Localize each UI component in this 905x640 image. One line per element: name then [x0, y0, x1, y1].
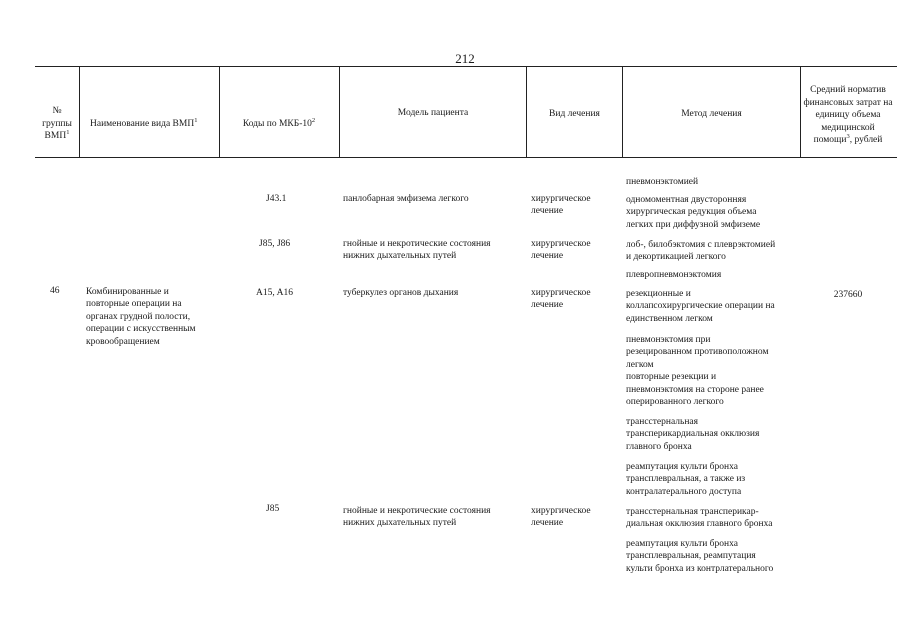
page-number: 212 — [455, 51, 475, 66]
method-cell: реампутация культи бронха трансплевральная, реампутация культи бронха из контрлатерального — [626, 539, 774, 574]
method-cell: лоб-, билобэктомия с плеврэктомией и декортикацией легкого — [626, 240, 776, 263]
treatment-type-cell: хирургическое лечение — [531, 194, 591, 217]
method-cell: одномоментная двусторонняя хирургическая редукция объема легких при диффузной эмфиземе — [626, 195, 761, 230]
vmp-name-cell: Комбинированные и повторные операции на органах грудной полости, операции с искусственным кровообращением — [86, 287, 196, 347]
header-treatment-type: Вид лечения — [549, 109, 600, 119]
treatment-type-cell: хирургическое лечение — [531, 239, 591, 262]
patient-model-cell: туберкулез органов дыхания — [343, 288, 459, 298]
icd-code-cell: J43.1 — [266, 194, 287, 204]
group-number-cell: 46 — [50, 286, 60, 296]
header-group-no: № группы ВМП$^1$ — [42, 106, 72, 142]
treatment-type-cell: хирургическое лечение — [531, 288, 591, 311]
patient-model-cell: гнойные и некротические состояния нижних дыхательных путей — [343, 239, 491, 262]
header-top-border — [35, 66, 897, 67]
treatment-type-cell: хирургическое лечение — [531, 506, 591, 529]
method-cell: резекционные и коллапсохирургические операции на единственном легком — [626, 289, 775, 324]
method-cell: трансстернальная трансперикар- диальная окклюзия главного бронха — [626, 507, 773, 530]
method-cell: плевропневмонэктомия — [626, 270, 722, 280]
header-patient-model: Модель пациента — [397, 108, 469, 118]
method-cell: реампутация культи бронха трансплевральная, а также из контралатерального доступа — [626, 462, 746, 497]
method-cell: пневмонэктомией — [626, 177, 699, 187]
header-icd-codes: Коды по МКБ-$10^2$ — [242, 117, 316, 130]
patient-model-cell: панлобарная эмфизема легкого — [343, 194, 469, 204]
method-cell: пневмонэктомия при резецированном противоположном легком повторные резекции и пневмонэктомия на стороне ранее оперированного легкого — [626, 335, 769, 408]
header-bottom-border — [35, 157, 897, 158]
avg-cost-cell: 237660 — [833, 290, 863, 300]
header-treatment-method: Метод лечения — [681, 109, 742, 119]
icd-code-cell: J85, J86 — [259, 239, 291, 249]
header-avg-cost: Средний норматив финансовых затрат на единицу объема медицинской помощи$^3$, рублей — [803, 85, 893, 146]
icd-code-cell: J85 — [266, 504, 280, 514]
patient-model-cell: гнойные и некротические состояния нижних дыхательных путей — [343, 506, 491, 529]
icd-code-cell: A15, A16 — [256, 288, 293, 298]
header-vmp-name: Наименование вида ВМП$^1$ — [90, 117, 198, 130]
column-divider — [79, 66, 80, 158]
method-cell: трансстернальная трансперикардиальная окклюзия главного бронха — [626, 417, 760, 452]
